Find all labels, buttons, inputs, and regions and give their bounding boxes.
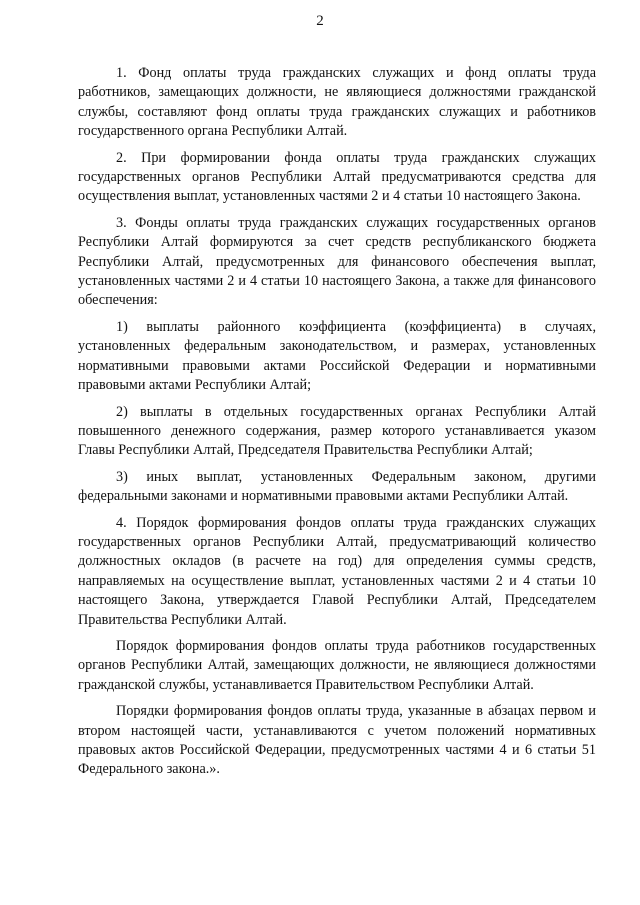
paragraph-part-4-workers: Порядок формирования фондов оплаты труда работников государственных органов Республики Алтай, замещающих должности, не являющиеся должностями гражданской службы, устанавливается Правительством Республики Алтай. bbox=[78, 637, 596, 693]
list-item-2: 2) выплаты в отдельных государственных органах Республики Алтай повышенного денежного содержания, размер которого устанавливается указом Главы Республики Алтай, Председателя Правительства Республики Алтай; bbox=[78, 403, 596, 459]
paragraph-part-4: 4. Порядок формирования фондов оплаты труда гражданских служащих государственных органов Республики Алтай, предусматривающий количество должностных окладов (в расчете на год) для определения суммы средств, направляемых на осуществление выплат, установленных частями 2 и 4 статьи 10 настоящего Закона, утверждается Главой Республики Алтай, Председателем Правительства Республики Алтай. bbox=[78, 514, 596, 628]
paragraph-part-2: 2. При формировании фонда оплаты труда гражданских служащих государственных органов Республики Алтай предусматриваются средства для осуществления выплат, установленных частями 2 и 4 статьи 10 настоящего Закона. bbox=[78, 149, 596, 205]
list-item-1: 1) выплаты районного коэффициента (коэффициента) в случаях, установленных федеральным законодательством, и размерах, установленных нормативными правовыми актами Российской Федерации и нормативными правовыми актами Республики Алтай; bbox=[78, 318, 596, 394]
paragraph-part-1: 1. Фонд оплаты труда гражданских служащих и фонд оплаты труда работников, замещающих должности, не являющиеся должностями гражданской службы, составляют фонд оплаты труда гражданских служащих и работников государственного органа Республики Алтай. bbox=[78, 65, 596, 140]
document-body bbox=[78, 64, 596, 787]
list-item-3: 3) иных выплат, установленных Федеральным законом, другими федеральными законами и нормативными правовыми актами Республики Алтай. bbox=[78, 468, 596, 505]
paragraph-part-3: 3. Фонды оплаты труда гражданских служащих государственных органов Республики Алтай формируются за счет средств республиканского бюджета Республики Алтай, предусмотренных для финансового обеспечения выплат, установленных частями 2 и 4 статьи 10 настоящего Закона, а также для финансового обеспечения: bbox=[78, 214, 596, 309]
paragraph-part-4-final: Порядки формирования фондов оплаты труда, указанные в абзацах первом и втором настоящей части, устанавливаются с учетом положений нормативных правовых актов Российской Федерации, предусмотренных частями 4 и 6 статьи 51 Федерального закона.». bbox=[78, 703, 596, 778]
page-number: 2 bbox=[316, 13, 324, 29]
